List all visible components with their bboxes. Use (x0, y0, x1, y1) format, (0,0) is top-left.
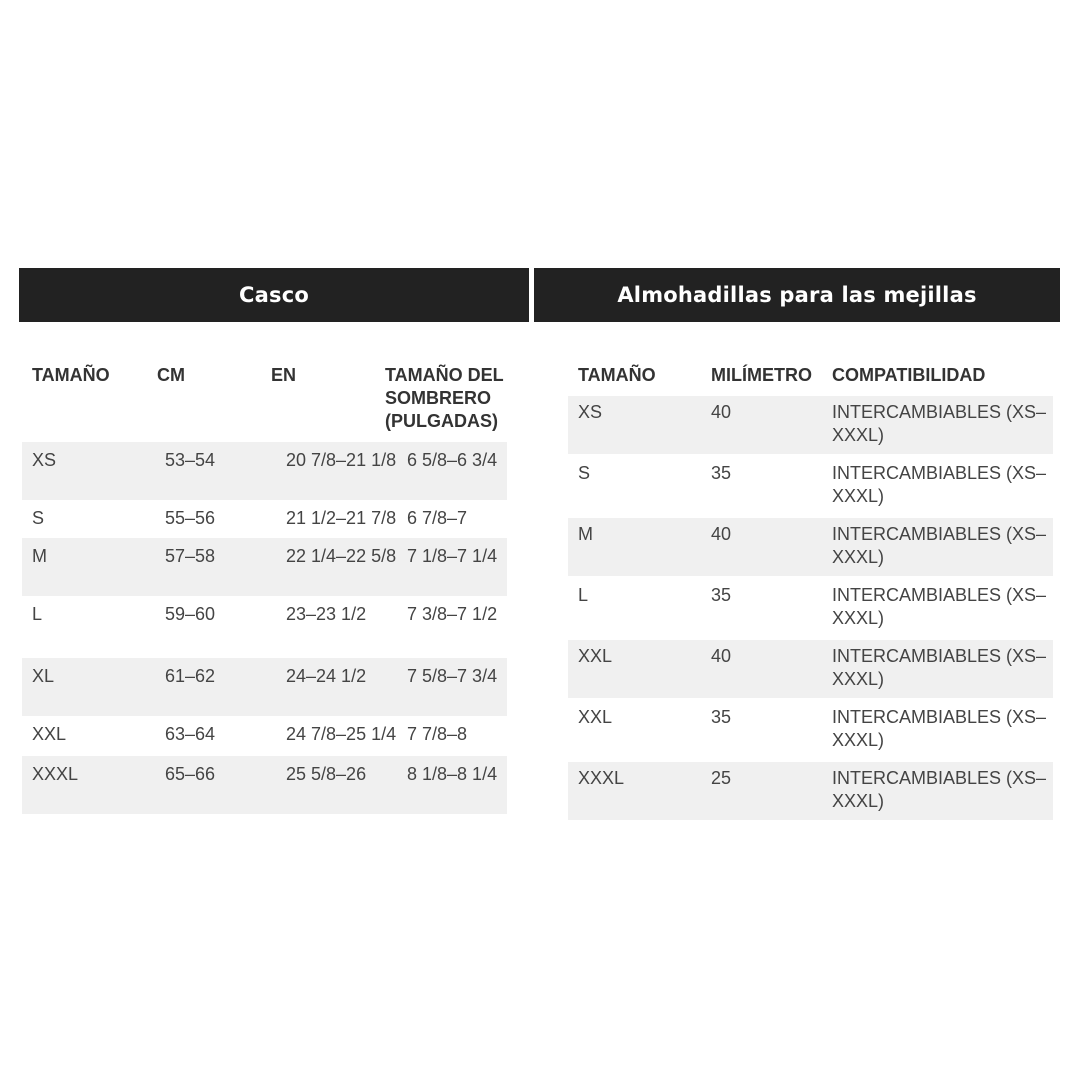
casco-size-table (22, 364, 507, 814)
cell-cm: 65–66 (165, 764, 216, 784)
cell-compatibility: INTERCAMBIABLES (XS–XXXL) (832, 707, 1047, 750)
table-header-row (568, 364, 1053, 396)
cell-cm: 61–62 (165, 666, 216, 686)
cell-cm: 59–60 (165, 604, 216, 624)
mejillas-title: Almohadillas para las mejillas (617, 283, 977, 307)
cell-size: S (32, 508, 45, 528)
cell-hat-size: 7 3/8–7 1/2 (407, 604, 498, 624)
mejillas-header (534, 268, 1060, 322)
table-row (22, 538, 507, 596)
cell-size: XXL (578, 646, 613, 666)
cell-en: 23–23 1/2 (286, 604, 367, 624)
cell-mm: 40 (711, 646, 732, 666)
header-compatibility: COMPATIBILIDAD (832, 365, 986, 385)
casco-header (19, 268, 529, 322)
cell-hat-size: 8 1/8–8 1/4 (407, 764, 498, 784)
cell-en: 24–24 1/2 (286, 666, 367, 686)
cell-en: 22 1/4–22 5/8 (286, 546, 397, 566)
cell-mm: 35 (711, 463, 732, 483)
table-row (568, 762, 1053, 820)
cell-en: 21 1/2–21 7/8 (286, 508, 397, 528)
table-row (568, 579, 1053, 637)
cell-size: XXL (32, 724, 67, 744)
table-row (22, 658, 507, 716)
cell-size: XXXL (32, 764, 79, 784)
cell-cm: 55–56 (165, 508, 216, 528)
cell-size: M (32, 546, 47, 566)
cell-hat-size: 7 5/8–7 3/4 (407, 666, 498, 686)
cell-en: 24 7/8–25 1/4 (286, 724, 397, 744)
cell-hat-size: 7 7/8–8 (407, 724, 468, 744)
cell-compatibility: INTERCAMBIABLES (XS–XXXL) (832, 463, 1047, 506)
header-size: TAMAÑO (32, 365, 110, 385)
cell-mm: 25 (711, 768, 732, 788)
cell-en: 20 7/8–21 1/8 (286, 450, 397, 470)
cell-cm: 57–58 (165, 546, 216, 566)
header-cm: CM (157, 365, 185, 385)
table-row (22, 716, 507, 756)
cell-cm: 63–64 (165, 724, 216, 744)
cell-size: XS (578, 402, 603, 422)
cell-mm: 35 (711, 585, 732, 605)
cell-size: M (578, 524, 593, 544)
cell-size: XS (32, 450, 57, 470)
cell-hat-size: 6 5/8–6 3/4 (407, 450, 498, 470)
cell-hat-size: 6 7/8–7 (407, 508, 468, 528)
header-en: EN (271, 365, 297, 385)
cell-compatibility: INTERCAMBIABLES (XS–XXXL) (832, 524, 1047, 567)
table-row (22, 442, 507, 500)
cell-size: XXL (578, 707, 613, 727)
cell-compatibility: INTERCAMBIABLES (XS–XXXL) (832, 646, 1047, 689)
mejillas-size-table (568, 364, 1053, 820)
table-row (22, 500, 507, 538)
cell-compatibility: INTERCAMBIABLES (XS–XXXL) (832, 585, 1047, 628)
table-row (568, 701, 1053, 759)
cell-mm: 40 (711, 402, 732, 422)
cell-hat-size: 7 1/8–7 1/4 (407, 546, 498, 566)
header-mm: MILÍMETRO (711, 365, 812, 385)
header-hat-size: TAMAÑO DEL SOMBRERO (PULGADAS) (385, 365, 504, 431)
cell-size: L (578, 585, 589, 605)
table-row (568, 518, 1053, 576)
header-size: TAMAÑO (578, 365, 656, 385)
cell-size: XXXL (578, 768, 625, 788)
table-row (22, 756, 507, 814)
cell-mm: 40 (711, 524, 732, 544)
cell-size: L (32, 604, 43, 624)
table-row (568, 457, 1053, 515)
cell-mm: 35 (711, 707, 732, 727)
cell-compatibility: INTERCAMBIABLES (XS–XXXL) (832, 402, 1047, 445)
table-row (568, 640, 1053, 698)
cell-size: S (578, 463, 591, 483)
cell-compatibility: INTERCAMBIABLES (XS–XXXL) (832, 768, 1047, 811)
cell-cm: 53–54 (165, 450, 216, 470)
casco-title: Casco (239, 283, 309, 307)
table-row (568, 396, 1053, 454)
table-row (22, 596, 507, 658)
cell-size: XL (32, 666, 55, 686)
cell-en: 25 5/8–26 (286, 764, 367, 784)
table-header-row (22, 364, 507, 442)
